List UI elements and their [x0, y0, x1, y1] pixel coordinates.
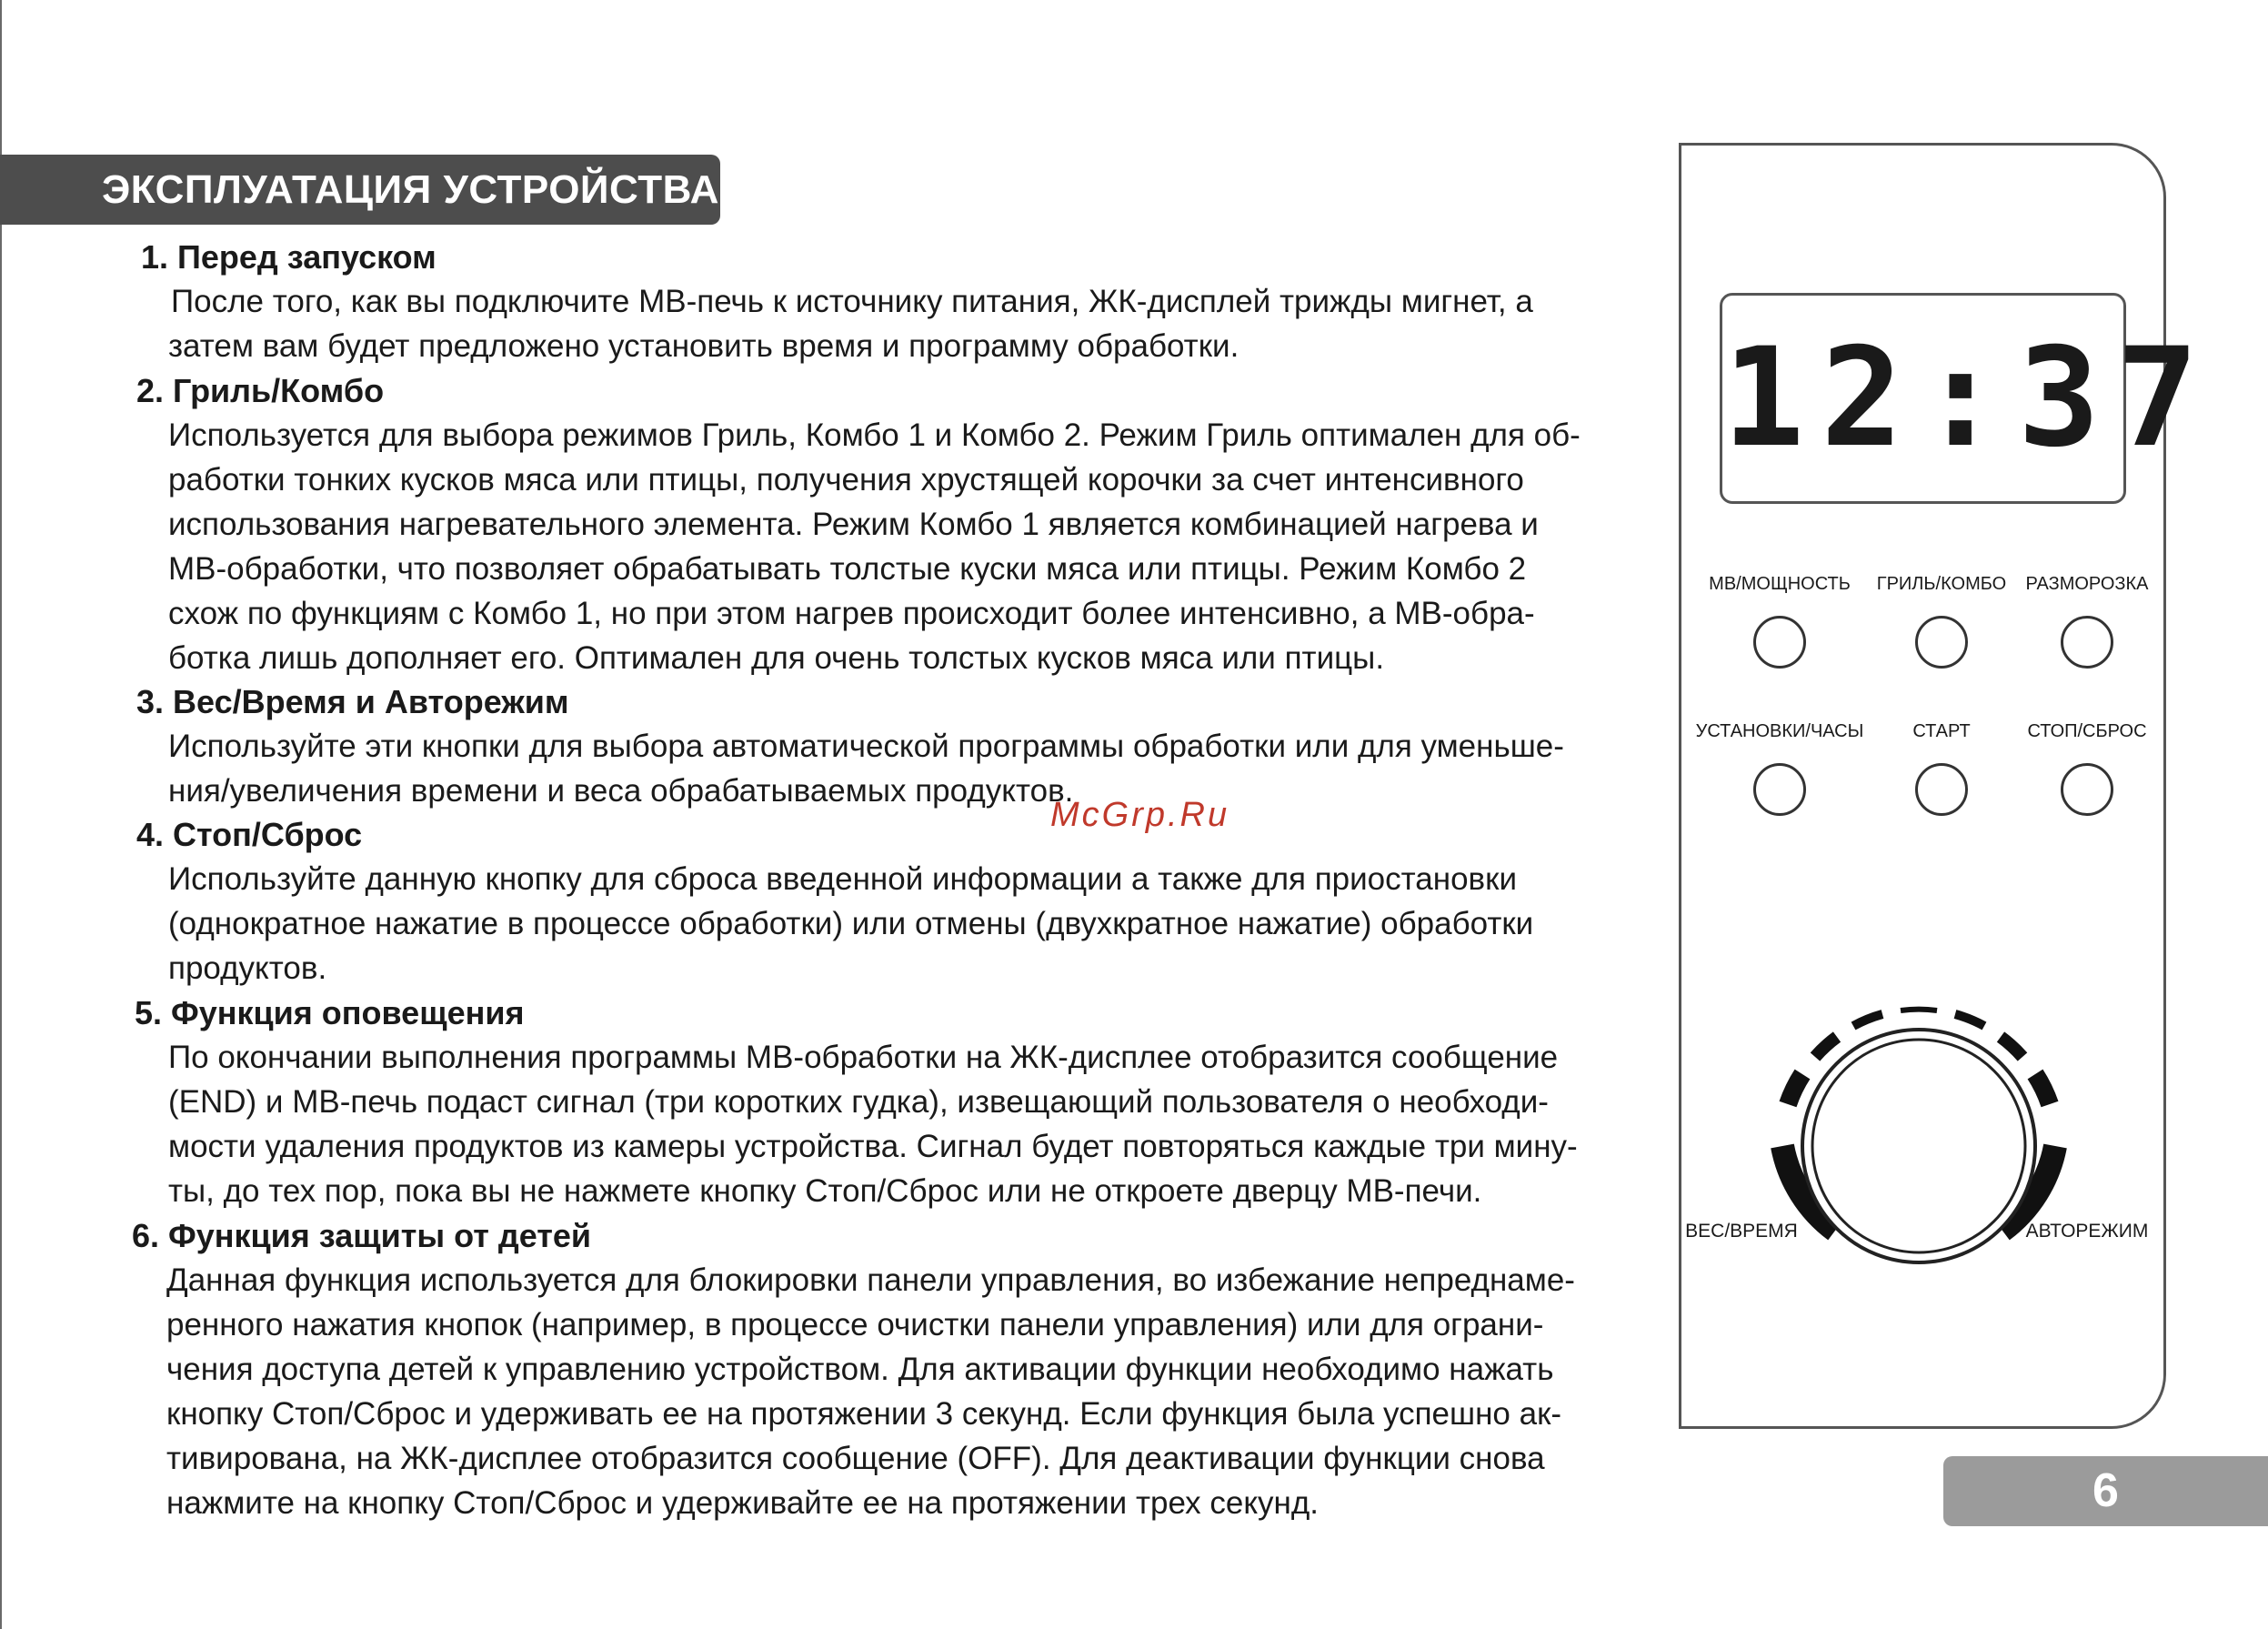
text-line: схож по функциям с Комбо 1, но при этом нагрев происходит более интенсивно, а МВ-обра-: [168, 596, 1535, 631]
text-line: кнопку Стоп/Сброс и удерживать ее на протяжении 3 секунд. Если функция была успешно ак-: [166, 1396, 1562, 1432]
section-1-text: [168, 279, 1533, 368]
section-4-text: [168, 857, 1533, 990]
text-line: продуктов.: [168, 950, 327, 986]
section-5-text: [168, 1035, 1578, 1213]
grill-combo-button[interactable]: [1915, 616, 1968, 669]
text-line: Используется для выбора режимов Гриль, Комбо 1 и Комбо 2. Режим Гриль оптимален для об-: [168, 417, 1581, 453]
section-4-heading: 4. Стоп/Сброс: [136, 816, 363, 853]
knob-left-label: ВЕС/ВРЕМЯ: [1685, 1221, 1798, 1242]
page-title: ЭКСПЛУАТАЦИЯ УСТРОЙСТВА: [0, 155, 720, 225]
text-line: затем вам будет предложено установить время и программу обработки.: [168, 328, 1239, 364]
button-label-settings-clock: УСТАНОВКИ/ЧАСЫ: [1695, 721, 1864, 741]
text-line: (END) и МВ-печь подаст сигнал (три коротких гудка), извещающий пользователя о необходи-: [168, 1084, 1549, 1120]
text-line: ренного нажатия кнопок (например, в процессе очистки панели управления) или для ограни-: [166, 1307, 1544, 1342]
text-line: ботка лишь дополняет его. Оптимален для очень толстых кусков мяса или птицы.: [168, 640, 1385, 676]
page-number: 6: [1943, 1456, 2268, 1526]
text-line: По окончании выполнения программы МВ-обработки на ЖК-дисплее отобразится сообщение: [168, 1040, 1559, 1075]
text-line: чения доступа детей к управлению устройством. Для активации функции необходимо нажать: [166, 1352, 1554, 1387]
settings-clock-button[interactable]: [1753, 763, 1806, 816]
text-line: После того, как вы подключите МВ-печь к источнику питания, ЖК-дисплей трижды мигнет, а: [171, 284, 1533, 319]
button-label-defrost: РАЗМОРОЗКА: [2025, 574, 2149, 594]
text-line: Используйте данную кнопку для сброса введенной информации а также для приостановки: [168, 861, 1517, 897]
knob-dial[interactable]: [1746, 973, 2092, 1319]
section-6-heading: 6. Функция защиты от детей: [132, 1217, 592, 1254]
stop-reset-button[interactable]: [2061, 763, 2113, 816]
section-1-heading: 1. Перед запуском: [141, 238, 437, 276]
section-5-heading: 5. Функция оповещения: [135, 994, 525, 1031]
watermark: McGrp.Ru: [1050, 796, 1230, 834]
section-2-text: [168, 413, 1581, 680]
button-label-power: МВ/МОЩНОСТЬ: [1709, 574, 1851, 594]
start-button[interactable]: [1915, 763, 1968, 816]
text-line: ния/увеличения времени и веса обрабатываемых продуктов.: [168, 773, 1074, 809]
section-3-heading: 3. Вес/Время и Авторежим: [136, 683, 569, 720]
button-label-grill-combo: ГРИЛЬ/КОМБО: [1876, 574, 2007, 594]
text-line: Используйте эти кнопки для выбора автоматической программы обработки или для уменьше-: [168, 729, 1564, 764]
knob-inner-ring: [1812, 1040, 2025, 1252]
text-line: (однократное нажатие в процессе обработки) или отмены (двухкратное нажатие) обработки: [168, 906, 1534, 941]
text-line: Данная функция используется для блокировки панели управления, во избежание непреднаме-: [166, 1262, 1575, 1298]
defrost-button[interactable]: [2061, 616, 2113, 669]
text-line: работки тонких кусков мяса или птицы, получения хрустящей корочки за счет интенсивного: [168, 462, 1524, 498]
text-line: использования нагревательного элемента. Режим Комбо 1 является комбинацией нагрева и: [168, 507, 1539, 542]
button-label-stop-reset: СТОП/СБРОС: [2027, 721, 2147, 741]
section-3-text: [168, 724, 1564, 813]
text-line: ты, до тех пор, пока вы не нажмете кнопку Стоп/Сброс или не откроете дверцу МВ-печи.: [168, 1173, 1482, 1209]
button-label-start: СТАРТ: [1912, 721, 1971, 741]
text-line: тивирована, на ЖК-дисплее отобразится сообщение (OFF). Для деактивации функции снова: [166, 1441, 1545, 1476]
text-line: нажмите на кнопку Стоп/Сброс и удерживайте ее на протяжении трех секунд.: [166, 1485, 1320, 1521]
text-line: мости удаления продуктов из камеры устройства. Сигнал будет повторяться каждые три мину-: [168, 1129, 1578, 1164]
knob-right-label: АВТОРЕЖИМ: [2025, 1221, 2149, 1242]
text-line: МВ-обработки, что позволяет обрабатывать толстые куски мяса или птицы. Режим Комбо 2: [168, 551, 1527, 587]
lcd-display: 12:37: [1720, 293, 2126, 504]
page-left-border: [0, 0, 2, 1629]
section-2-heading: 2. Гриль/Комбо: [136, 372, 385, 409]
section-6-text: [166, 1258, 1575, 1525]
power-button[interactable]: [1753, 616, 1806, 669]
